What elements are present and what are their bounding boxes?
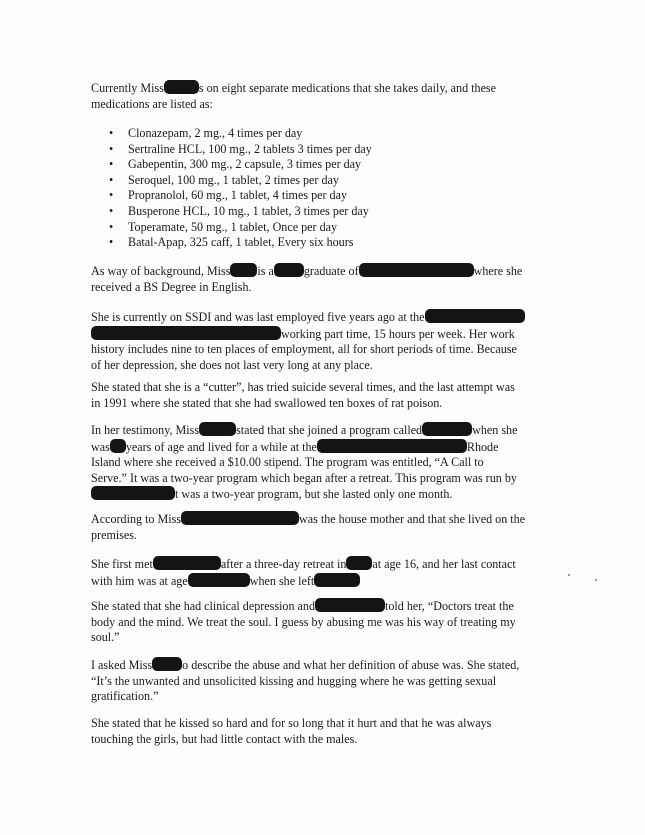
redaction-block [199,422,236,436]
paragraph-testimony [91,422,561,503]
medication-item: • Toperamate, 50 mg., 1 tablet, Once per day [109,220,372,236]
text-run: t was a two-year program, but she lasted only one month. [175,487,453,502]
redaction-block [152,657,182,671]
text-run: She is currently on SSDI and was last employed five years ago at the [91,310,425,324]
text-run: in 1991 where she stated that she had swallowed ten boxes of rat poison. [91,395,443,410]
text-run: She stated that she is a “cutter”, has tried suicide several times, and the last attempt was [91,380,515,394]
text-run: told her, “Doctors treat the [385,599,514,613]
paragraph-background [91,263,561,295]
text-run: stated that she joined a program called [236,423,423,437]
text-run: Currently Miss [91,81,164,95]
redaction-block [274,263,304,277]
paragraph-first-met [91,556,561,589]
medication-item: • Sertraline HCL, 100 mg., 2 tablets 3 times per day [109,142,372,158]
text-run: gratification.” [91,689,159,704]
redaction-block [164,80,199,94]
paragraph-abuse-definition [91,657,561,705]
text-run: Rhode [466,439,499,454]
text-run: body and the mind. We treat the soul. I guess by abusing me was his way of treating my [91,614,516,629]
text-run: I asked Miss [91,658,153,672]
text-run: after a three-day retreat in [220,557,347,571]
text-run: s on eight separate medications that she takes daily, and these [198,81,497,95]
text-run: In her testimony, Miss [91,423,200,437]
text-run: history includes nine to ten places of employment, all for short periods of time. Because [91,342,517,357]
text-run: According to Miss [91,512,182,526]
paragraph-house-mother [91,511,561,543]
text-run: when she [472,423,518,437]
redaction-block [153,556,221,570]
text-run: was [91,439,110,454]
paragraph-depression [91,598,561,646]
scan-speck [595,579,597,581]
text-run: years of age and lived for a while at the [125,439,317,454]
paragraph-kissing [91,716,561,747]
redaction-block [346,556,372,570]
text-run: received a BS Degree in English. [91,279,252,294]
text-run: touching the girls, but had little contact with the males. [91,731,358,746]
text-run: when she left [249,573,315,588]
medication-item: • Seroquel, 100 mg., 1 tablet, 2 times per day [109,173,372,189]
redaction-block [110,439,126,453]
paragraph-employment [91,309,561,373]
redaction-block [188,573,250,587]
medication-list [109,126,372,251]
medication-item: • Gabepentin, 300 mg., 2 capsule, 3 times per day [109,157,372,173]
text-run: with him was at age [91,573,188,588]
text-run: She stated that he kissed so hard and for so long that it hurt and that he was always [91,716,492,730]
redaction-block [425,309,525,323]
text-run: at age 16, and her last contact [372,557,516,571]
redaction-block [317,439,467,453]
text-run: soul.” [91,630,120,645]
text-run: premises. [91,527,138,542]
redaction-block [181,511,299,525]
redaction-block [422,422,472,436]
scan-speck [568,574,570,576]
text-run: where she [473,264,523,278]
medication-item: • Busperone HCL, 10 mg., 1 tablet, 3 times per day [109,204,372,220]
text-run: Serve.” It was a two-year program which began after a retreat. This program was run by [91,470,517,485]
text-run: She stated that she had clinical depression and [91,599,316,613]
redaction-block [314,573,360,587]
paragraph-medications-intro [91,80,561,112]
paragraph-cutter [91,380,561,411]
text-run: She first met [91,557,153,571]
text-run: of her depression, she does not last very long at any place. [91,357,373,372]
text-run: “It’s the unwanted and unsolicited kissing and hugging where he was getting sexual [91,673,497,688]
medication-item: • Batal-Apap, 325 caff, 1 tablet, Every six hours [109,235,372,251]
text-run: working part time, 15 hours per week. Her work [281,326,515,341]
text-run: was the house mother and that she lived on the [299,512,526,526]
text-run: medications are listed as: [91,96,213,111]
redaction-block [315,598,385,612]
text-run: Island where she received a $10.00 stipend. The program was entitled, “A Call to [91,455,484,470]
redaction-block [230,263,257,277]
redaction-block [359,263,474,277]
medication-item: • Propranolol, 60 mg., 1 tablet, 4 times per day [109,188,372,204]
text-run: is a [257,264,274,278]
redaction-block [91,326,281,340]
text-run: As way of background, Miss [91,264,231,278]
text-run: o describe the abuse and what her definition of abuse was. She stated, [182,658,520,672]
redaction-block [91,486,175,500]
text-run: graduate of [303,264,359,278]
medication-item: • Clonazepam, 2 mg., 4 times per day [109,126,372,142]
